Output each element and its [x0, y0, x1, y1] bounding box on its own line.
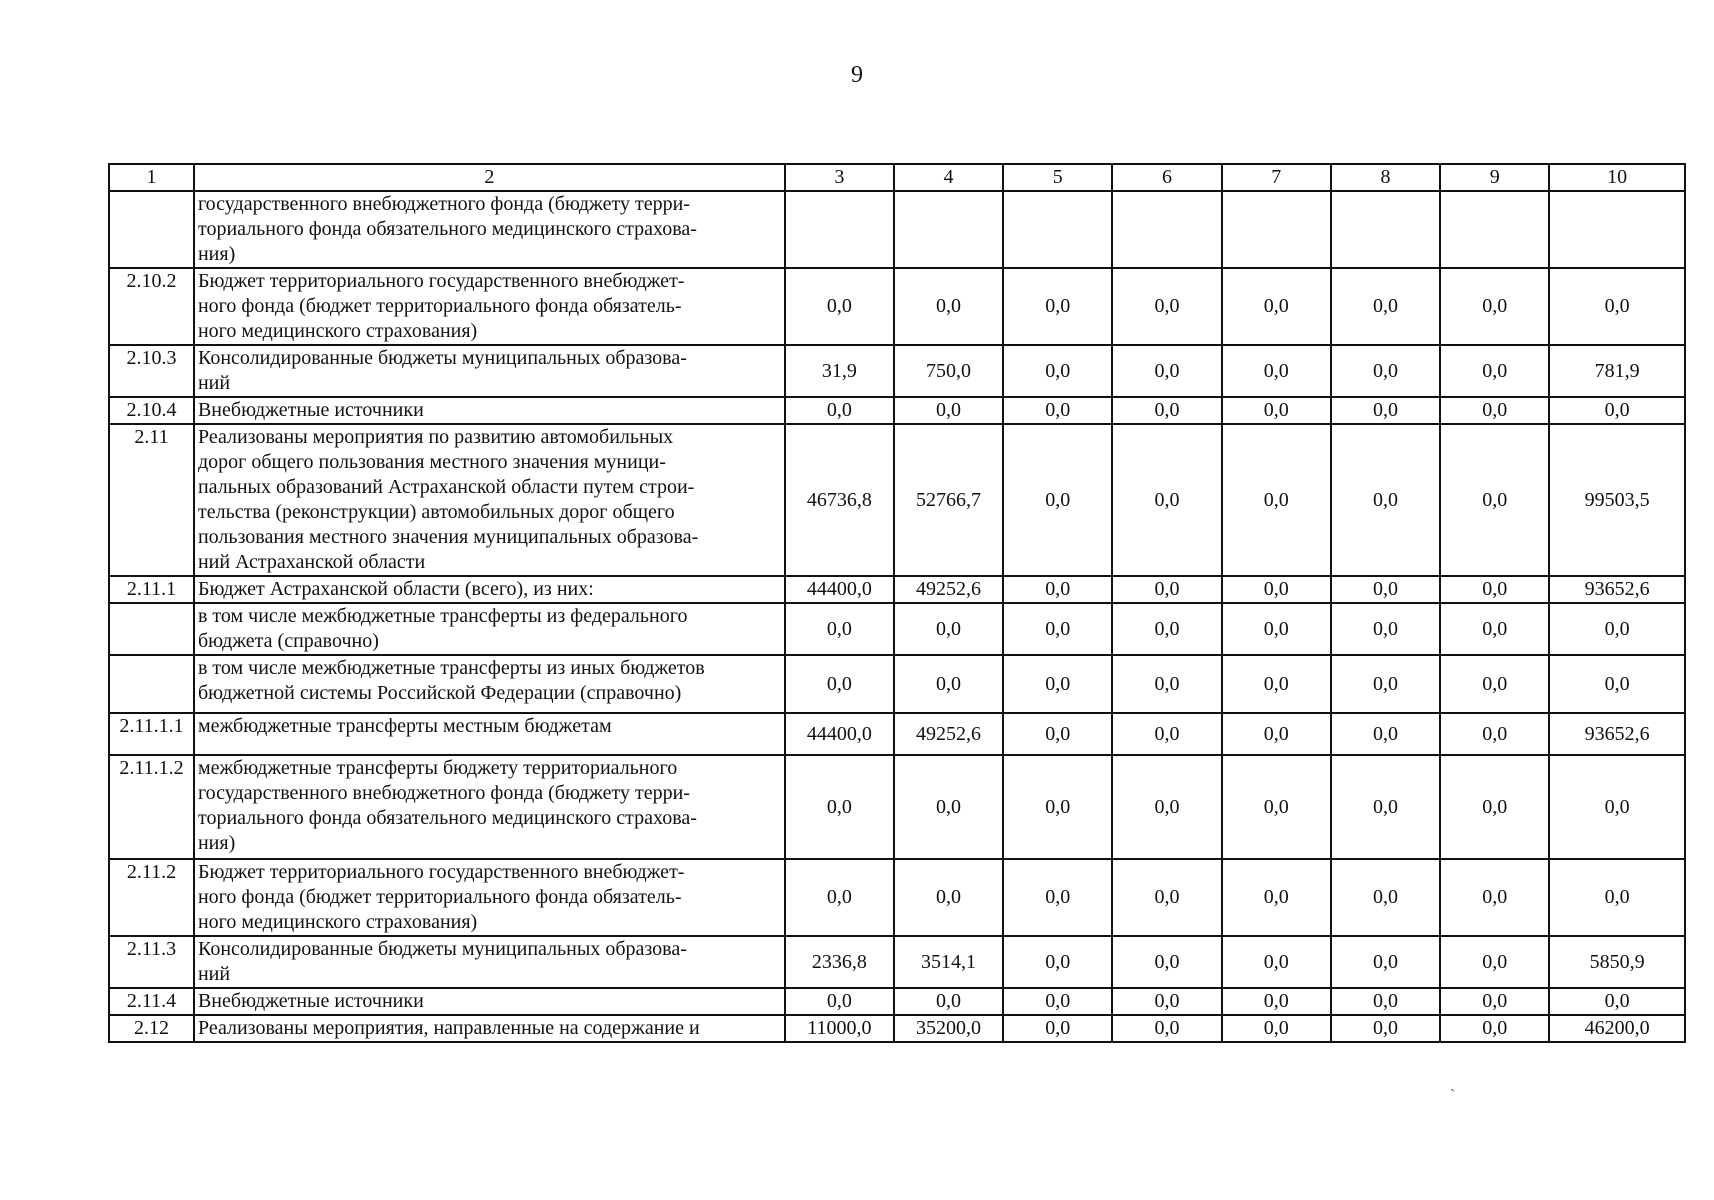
row-code: 2.11.2 [109, 859, 194, 936]
row-description: Бюджет территориального государственного внебюджет- ного фонда (бюджет территориального фонда обязатель- ного медицинского страхования) [194, 859, 785, 936]
row-value: 0,0 [1440, 988, 1549, 1015]
row-description: Реализованы мероприятия, направленные на содержание и [194, 1015, 785, 1042]
row-value: 0,0 [1222, 655, 1331, 713]
row-value [894, 191, 1003, 268]
row-value: 0,0 [1112, 345, 1221, 397]
row-value: 0,0 [1440, 345, 1549, 397]
row-value: 0,0 [1549, 859, 1685, 936]
row-value: 0,0 [1331, 397, 1440, 424]
row-value: 0,0 [1222, 755, 1331, 859]
row-value: 0,0 [1003, 655, 1112, 713]
column-header: 4 [894, 164, 1003, 191]
row-value: 99503,5 [1549, 424, 1685, 576]
row-code: 2.11.3 [109, 936, 194, 988]
column-header: 1 [109, 164, 194, 191]
row-code: 2.10.2 [109, 268, 194, 345]
row-value: 2336,8 [785, 936, 894, 988]
column-header: 3 [785, 164, 894, 191]
row-description: Бюджет Астраханской области (всего), из них: [194, 576, 785, 603]
row-value: 3514,1 [894, 936, 1003, 988]
row-value: 0,0 [1222, 603, 1331, 655]
row-description: межбюджетные трансферты бюджету территориального государственного внебюджетного фонда (бюджету терри- ториального фонда обязательного медицинского страхова- ния) [194, 755, 785, 859]
row-value: 0,0 [1003, 713, 1112, 755]
row-value: 52766,7 [894, 424, 1003, 576]
table-body [109, 191, 1685, 1042]
row-value: 0,0 [1549, 655, 1685, 713]
row-value: 0,0 [1440, 268, 1549, 345]
row-code: 2.11.1.1 [109, 713, 194, 755]
table-row [109, 397, 1685, 424]
row-value [1331, 191, 1440, 268]
row-value: 0,0 [1222, 424, 1331, 576]
row-value: 0,0 [894, 655, 1003, 713]
row-value: 0,0 [785, 859, 894, 936]
row-description: в том числе межбюджетные трансферты из федерального бюджета (справочно) [194, 603, 785, 655]
row-value: 0,0 [1331, 1015, 1440, 1042]
row-code [109, 191, 194, 268]
row-value: 0,0 [1112, 755, 1221, 859]
row-value [1222, 191, 1331, 268]
row-value: 0,0 [1003, 988, 1112, 1015]
row-value: 0,0 [1003, 268, 1112, 345]
row-value: 93652,6 [1549, 576, 1685, 603]
row-value: 0,0 [894, 397, 1003, 424]
row-value: 5850,9 [1549, 936, 1685, 988]
stray-pen-mark: ˏ [1450, 1075, 1456, 1092]
row-value: 0,0 [1331, 988, 1440, 1015]
row-value: 44400,0 [785, 576, 894, 603]
row-value: 0,0 [1112, 576, 1221, 603]
row-value: 11000,0 [785, 1015, 894, 1042]
row-description: Реализованы мероприятия по развитию автомобильных дорог общего пользования местного значения муници- пальных образований Астраханской области путем строи- тельства (реконструкции) автомобильных дорог общего пользования местного значения муниципальных образова- ний Астраханской области [194, 424, 785, 576]
row-value: 0,0 [1440, 936, 1549, 988]
row-value: 35200,0 [894, 1015, 1003, 1042]
row-value: 0,0 [785, 755, 894, 859]
row-value: 0,0 [1112, 603, 1221, 655]
column-header: 10 [1549, 164, 1685, 191]
row-description: в том числе межбюджетные трансферты из иных бюджетов бюджетной системы Российской Федерации (справочно) [194, 655, 785, 713]
row-value: 0,0 [785, 268, 894, 345]
row-value: 0,0 [1222, 397, 1331, 424]
row-value: 0,0 [1003, 859, 1112, 936]
row-value: 0,0 [1112, 988, 1221, 1015]
row-value: 0,0 [1112, 397, 1221, 424]
row-value: 93652,6 [1549, 713, 1685, 755]
row-value: 0,0 [894, 988, 1003, 1015]
row-description: государственного внебюджетного фонда (бюджету терри- ториального фонда обязательного медицинского страхова- ния) [194, 191, 785, 268]
row-value: 0,0 [1440, 655, 1549, 713]
row-value: 0,0 [1222, 936, 1331, 988]
table-row [109, 755, 1685, 859]
row-value: 0,0 [1331, 936, 1440, 988]
row-value: 0,0 [1331, 424, 1440, 576]
table-row [109, 268, 1685, 345]
table-row [109, 859, 1685, 936]
row-value: 0,0 [894, 603, 1003, 655]
row-value: 0,0 [1003, 603, 1112, 655]
row-value: 0,0 [1112, 268, 1221, 345]
row-value: 0,0 [1222, 268, 1331, 345]
row-value: 31,9 [785, 345, 894, 397]
row-value: 0,0 [1222, 345, 1331, 397]
row-value: 0,0 [1112, 424, 1221, 576]
row-value: 0,0 [1112, 859, 1221, 936]
row-value: 0,0 [1003, 424, 1112, 576]
row-value: 0,0 [1549, 988, 1685, 1015]
row-value [1003, 191, 1112, 268]
header-row [109, 164, 1685, 191]
row-value: 46200,0 [1549, 1015, 1685, 1042]
row-code [109, 655, 194, 713]
row-value: 0,0 [1440, 859, 1549, 936]
column-header: 9 [1440, 164, 1549, 191]
table-row [109, 988, 1685, 1015]
row-code: 2.10.3 [109, 345, 194, 397]
row-value: 0,0 [1440, 397, 1549, 424]
page-number: 9 [851, 62, 863, 88]
row-code: 2.12 [109, 1015, 194, 1042]
row-value: 0,0 [894, 859, 1003, 936]
row-code [109, 603, 194, 655]
row-value: 0,0 [1222, 1015, 1331, 1042]
row-value: 0,0 [1331, 859, 1440, 936]
row-value: 0,0 [1331, 268, 1440, 345]
row-description: межбюджетные трансферты местным бюджетам [194, 713, 785, 755]
row-value: 0,0 [1222, 713, 1331, 755]
row-value: 0,0 [1549, 268, 1685, 345]
column-header: 2 [194, 164, 785, 191]
row-value: 0,0 [785, 988, 894, 1015]
column-header: 7 [1222, 164, 1331, 191]
row-value: 0,0 [1440, 424, 1549, 576]
row-value: 0,0 [1331, 576, 1440, 603]
row-description: Бюджет территориального государственного внебюджет- ного фонда (бюджет территориального фонда обязатель- ного медицинского страхования) [194, 268, 785, 345]
column-header: 5 [1003, 164, 1112, 191]
row-description: Консолидированные бюджеты муниципальных образова- ний [194, 936, 785, 988]
row-description: Консолидированные бюджеты муниципальных образова- ний [194, 345, 785, 397]
row-value: 0,0 [1331, 655, 1440, 713]
row-value: 0,0 [1003, 345, 1112, 397]
row-value: 0,0 [1549, 603, 1685, 655]
row-value: 0,0 [1440, 755, 1549, 859]
row-code: 2.11.1 [109, 576, 194, 603]
table-row [109, 345, 1685, 397]
table-row [109, 655, 1685, 713]
row-value: 0,0 [894, 755, 1003, 859]
row-value: 0,0 [785, 603, 894, 655]
row-value: 0,0 [1549, 397, 1685, 424]
row-value: 0,0 [1112, 936, 1221, 988]
budget-table [108, 163, 1686, 1043]
row-value: 0,0 [785, 655, 894, 713]
table-row [109, 713, 1685, 755]
row-value: 0,0 [1222, 859, 1331, 936]
row-value: 0,0 [1003, 397, 1112, 424]
row-value [1440, 191, 1549, 268]
row-value: 781,9 [1549, 345, 1685, 397]
row-value: 0,0 [1112, 713, 1221, 755]
row-value: 0,0 [785, 397, 894, 424]
row-value: 0,0 [1440, 1015, 1549, 1042]
row-value: 0,0 [1549, 755, 1685, 859]
row-value: 0,0 [1222, 988, 1331, 1015]
row-code: 2.10.4 [109, 397, 194, 424]
table-row [109, 1015, 1685, 1042]
table-row [109, 576, 1685, 603]
row-code: 2.11.1.2 [109, 755, 194, 859]
row-value [785, 191, 894, 268]
table-row [109, 936, 1685, 988]
row-description: Внебюджетные источники [194, 397, 785, 424]
row-description: Внебюджетные источники [194, 988, 785, 1015]
row-code: 2.11.4 [109, 988, 194, 1015]
column-header: 8 [1331, 164, 1440, 191]
row-value: 46736,8 [785, 424, 894, 576]
row-value: 0,0 [1440, 603, 1549, 655]
row-value: 750,0 [894, 345, 1003, 397]
row-value: 0,0 [894, 268, 1003, 345]
row-value: 0,0 [1222, 576, 1331, 603]
row-code: 2.11 [109, 424, 194, 576]
row-value: 0,0 [1331, 345, 1440, 397]
row-value: 0,0 [1440, 576, 1549, 603]
table-row [109, 603, 1685, 655]
row-value: 0,0 [1112, 1015, 1221, 1042]
row-value: 0,0 [1331, 603, 1440, 655]
table-row [109, 191, 1685, 268]
row-value: 49252,6 [894, 713, 1003, 755]
row-value: 0,0 [1331, 713, 1440, 755]
column-header: 6 [1112, 164, 1221, 191]
row-value: 44400,0 [785, 713, 894, 755]
row-value [1549, 191, 1685, 268]
row-value: 0,0 [1003, 576, 1112, 603]
table-row [109, 424, 1685, 576]
row-value: 0,0 [1003, 1015, 1112, 1042]
row-value: 49252,6 [894, 576, 1003, 603]
row-value: 0,0 [1003, 936, 1112, 988]
row-value: 0,0 [1331, 755, 1440, 859]
row-value: 0,0 [1112, 655, 1221, 713]
row-value: 0,0 [1003, 755, 1112, 859]
row-value [1112, 191, 1221, 268]
row-value: 0,0 [1440, 713, 1549, 755]
